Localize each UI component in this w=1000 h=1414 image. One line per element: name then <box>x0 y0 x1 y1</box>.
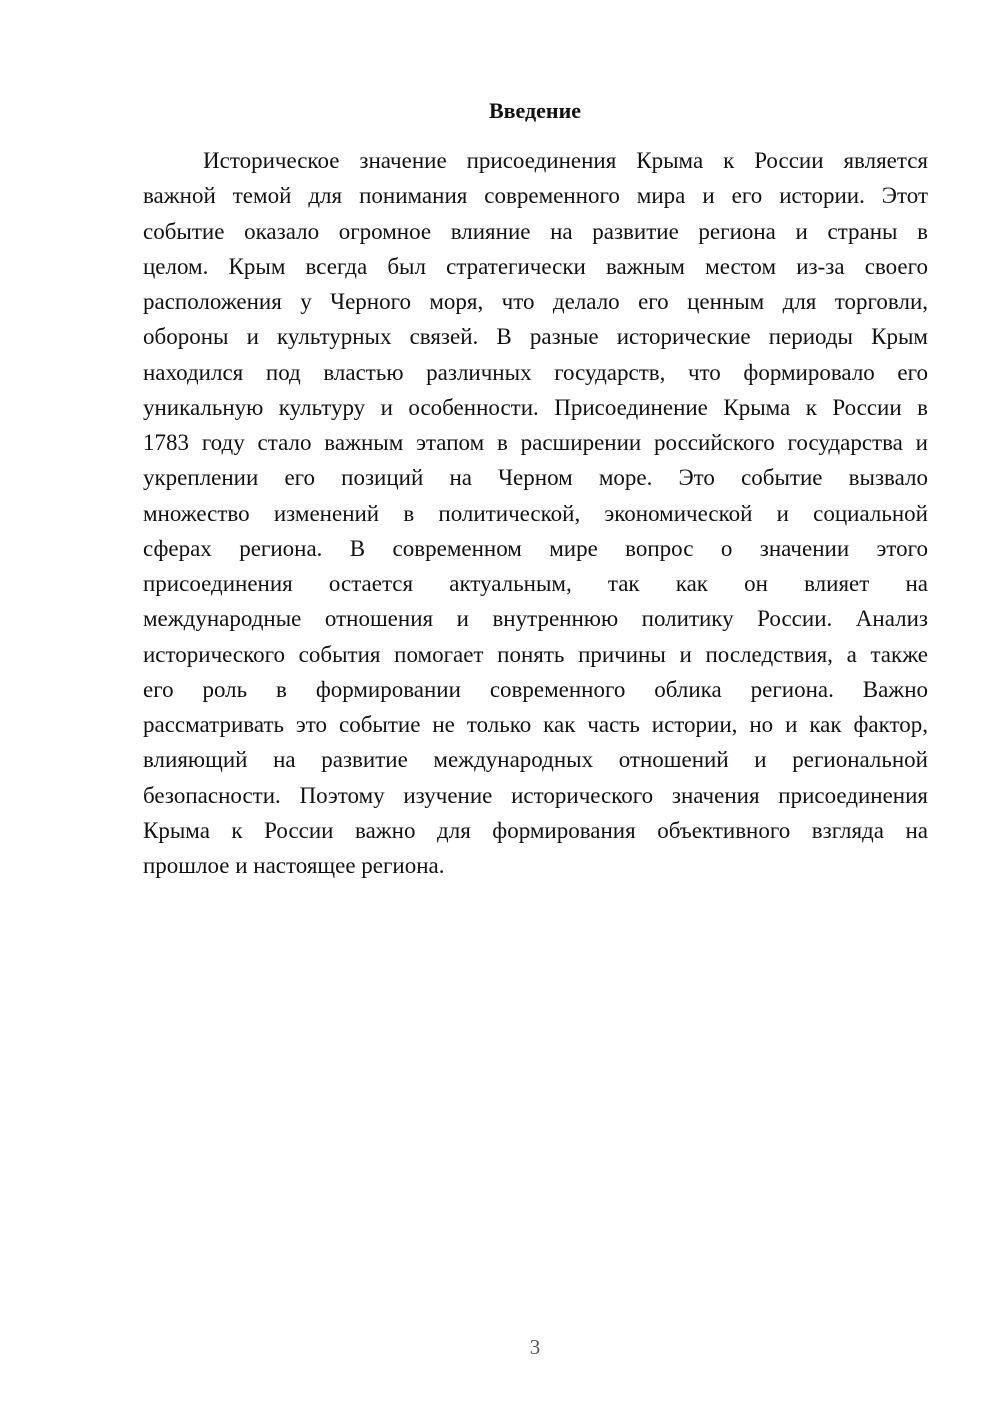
paragraph-line: исторического события помогает понять причины и последствия, а также <box>143 641 928 667</box>
paragraph-line: важной темой для понимания современного мира и его истории. Этот <box>143 183 928 209</box>
paragraph-line: целом. Крым всегда был стратегически важным местом из-за своего <box>143 253 928 279</box>
paragraph-line: рассматривать это событие не только как часть истории, но и как фактор, <box>143 712 928 737</box>
paragraph-line: безопасности. Поэтому изучение исторического значения присоединения <box>143 782 928 808</box>
paragraph-line: 1783 году стало важным этапом в расширении российского государства и <box>143 430 928 455</box>
paragraph-line: Крыма к России важно для формирования объективного взгляда на <box>143 817 928 843</box>
paragraph-line: присоединения остается актуальным, так как он влияет на <box>143 571 928 596</box>
paragraph-line: событие оказало огромное влияние на развитие региона и страны в <box>143 218 928 244</box>
paragraph-line: расположения у Черного моря, что делало его ценным для торговли, <box>143 289 928 314</box>
paragraph-line: влияющий на развитие международных отношений и региональной <box>143 747 928 773</box>
paragraph-line: множество изменений в политической, экономической и социальной <box>143 500 928 526</box>
paragraph-line: укреплении его позиций на Черном море. Это событие вызвало <box>143 465 928 491</box>
paragraph-line: находился под властью различных государств, что формировало его <box>143 359 928 385</box>
paragraph-line: прошлое и настоящее региона. <box>143 853 445 878</box>
paragraph-line: Историческое значение присоединения Крыма к России является <box>203 148 928 173</box>
paragraph-line: сферах региона. В современном мире вопрос о значении этого <box>143 535 928 561</box>
paragraph-line: его роль в формировании современного облика региона. Важно <box>143 676 928 702</box>
paragraph-line: обороны и культурных связей. В разные исторические периоды Крым <box>143 324 928 350</box>
page-number: 3 <box>529 1335 541 1359</box>
paragraph-line: международные отношения и внутреннюю политику России. Анализ <box>143 606 928 632</box>
paragraph-line: уникальную культуру и особенности. Присоединение Крыма к России в <box>143 394 928 420</box>
section-heading: Введение <box>488 98 582 123</box>
body-paragraph <box>143 143 928 883</box>
